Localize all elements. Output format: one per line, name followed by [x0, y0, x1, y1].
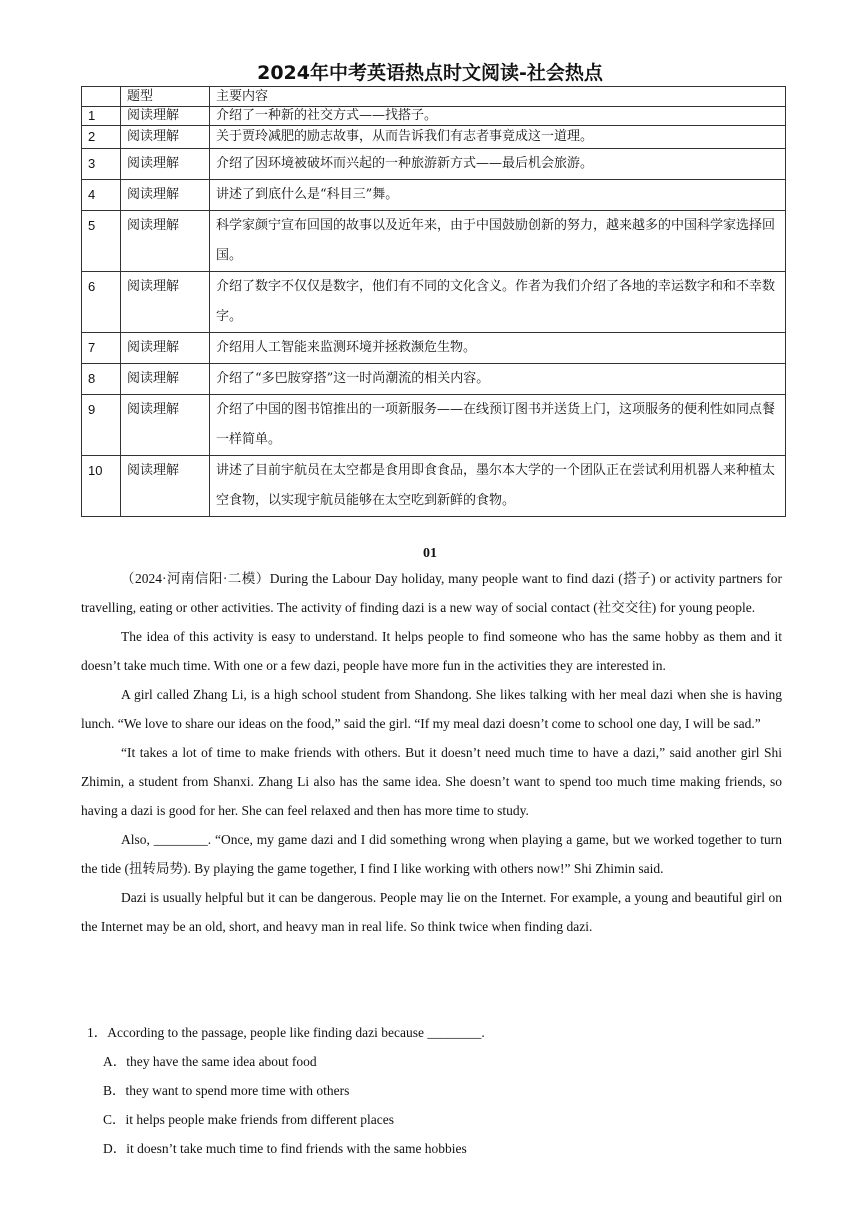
- answer-option-a: A．they have the same idea about food: [103, 1054, 317, 1069]
- table-header-num: [82, 87, 121, 107]
- answer-option-d: D．it doesn’t take much time to find friends with the same hobbies: [103, 1141, 467, 1156]
- row-number: 2: [82, 126, 121, 149]
- table-header-row: [82, 87, 786, 107]
- row-number: 3: [82, 149, 121, 180]
- row-type: 阅读理解: [121, 149, 210, 180]
- row-content: 介绍用人工智能来监测环境并拯救濒危生物。: [210, 333, 786, 364]
- table-row: [82, 333, 786, 364]
- row-number: 6: [82, 272, 121, 333]
- row-number: 1: [82, 107, 121, 126]
- row-content: 介绍了“多巴胺穿搭”这一时尚潮流的相关内容。: [210, 364, 786, 395]
- row-number: 7: [82, 333, 121, 364]
- row-content: 介绍了数字不仅仅是数字，他们有不同的文化含义。作者为我们介绍了各地的幸运数字和和不幸数字。: [210, 272, 786, 333]
- table-row: [82, 107, 786, 126]
- answer-option-b: B．they want to spend more time with others: [103, 1083, 350, 1098]
- row-type: 阅读理解: [121, 180, 210, 211]
- passage-number: 01: [423, 546, 437, 561]
- table-header-type: 题型: [121, 87, 210, 107]
- passage-paragraph: The idea of this activity is easy to understand. It helps people to find someone who has the same hobby as them and it doesn’t take much time. With one or a few dazi, people have more fun in the activities they are interested in.: [81, 629, 782, 673]
- row-number: 9: [82, 395, 121, 456]
- table-row: [82, 211, 786, 272]
- passage-paragraph: Also, ________. “Once, my game dazi and I did something wrong when playing a game, but we worked together to turn the tide (扭转局势). By playing the game together, I find I like working with others now!” Shi Zhimin said.: [81, 832, 782, 876]
- document-title: 2024年中考英语热点时文阅读-社会热点: [257, 62, 603, 84]
- row-type: 阅读理解: [121, 272, 210, 333]
- table-row: [82, 126, 786, 149]
- row-number: 4: [82, 180, 121, 211]
- row-content: 讲述了目前宇航员在太空都是食用即食食品，墨尔本大学的一个团队正在尝试利用机器人来种植太空食物，以实现宇航员能够在太空吃到新鲜的食物。: [210, 456, 786, 517]
- row-number: 8: [82, 364, 121, 395]
- passage-body: [81, 564, 782, 941]
- row-type: 阅读理解: [121, 126, 210, 149]
- table-row: [82, 180, 786, 211]
- table-row: [82, 395, 786, 456]
- passage-paragraph: （2024·河南信阳·二模）During the Labour Day holiday, many people want to find dazi (搭子) or activity partners for travelling, eating or other activities. The activity of finding dazi is a new way of social contact (社交交往) for young people.: [81, 571, 782, 615]
- row-number: 10: [82, 456, 121, 517]
- row-type: 阅读理解: [121, 333, 210, 364]
- passage-paragraph: “It takes a lot of time to make friends with others. But it doesn’t need much time to have a dazi,” said another girl Shi Zhimin, a student from Shanxi. Zhang Li also has the same idea. She doesn’t want to spend too much time making friends, so having a dazi is good for her. She can feel relaxed and then has more time to study.: [81, 745, 782, 818]
- table-row: [82, 149, 786, 180]
- passage-paragraph: Dazi is usually helpful but it can be dangerous. People may lie on the Internet. For example, a young and beautiful girl on the Internet may be an old, short, and heavy man in real life. So think twice when finding dazi.: [81, 890, 782, 934]
- row-type: 阅读理解: [121, 211, 210, 272]
- row-content: 介绍了中国的图书馆推出的一项新服务——在线预订图书并送货上门，这项服务的便利性如同点餐一样简单。: [210, 395, 786, 456]
- summary-table: [81, 86, 786, 517]
- row-content: 科学家颜宁宣布回国的故事以及近年来，由于中国鼓励创新的努力，越来越多的中国科学家选择回国。: [210, 211, 786, 272]
- table-row: [82, 364, 786, 395]
- row-content: 介绍了一种新的社交方式——找搭子。: [210, 107, 786, 126]
- row-number: 5: [82, 211, 121, 272]
- answer-option-c: C．it helps people make friends from different places: [103, 1112, 395, 1127]
- question-stem: 1．According to the passage, people like finding dazi because ________.: [87, 1025, 485, 1040]
- row-content: 关于贾玲减肥的励志故事，从而告诉我们有志者事竟成这一道理。: [210, 126, 786, 149]
- table-row: [82, 456, 786, 517]
- table-header-content: 主要内容: [210, 87, 786, 107]
- question-block: [81, 1018, 782, 1163]
- row-content: 讲述了到底什么是“科目三”舞。: [210, 180, 786, 211]
- row-type: 阅读理解: [121, 456, 210, 517]
- row-type: 阅读理解: [121, 364, 210, 395]
- row-content: 介绍了因环境被破坏而兴起的一种旅游新方式——最后机会旅游。: [210, 149, 786, 180]
- passage-paragraph: A girl called Zhang Li, is a high school student from Shandong. She likes talking with her meal dazi when she is having lunch. “We love to share our ideas on the food,” said the girl. “If my meal dazi doesn’t come to school one day, I will be sad.”: [81, 687, 782, 731]
- row-type: 阅读理解: [121, 107, 210, 126]
- row-type: 阅读理解: [121, 395, 210, 456]
- table-row: [82, 272, 786, 333]
